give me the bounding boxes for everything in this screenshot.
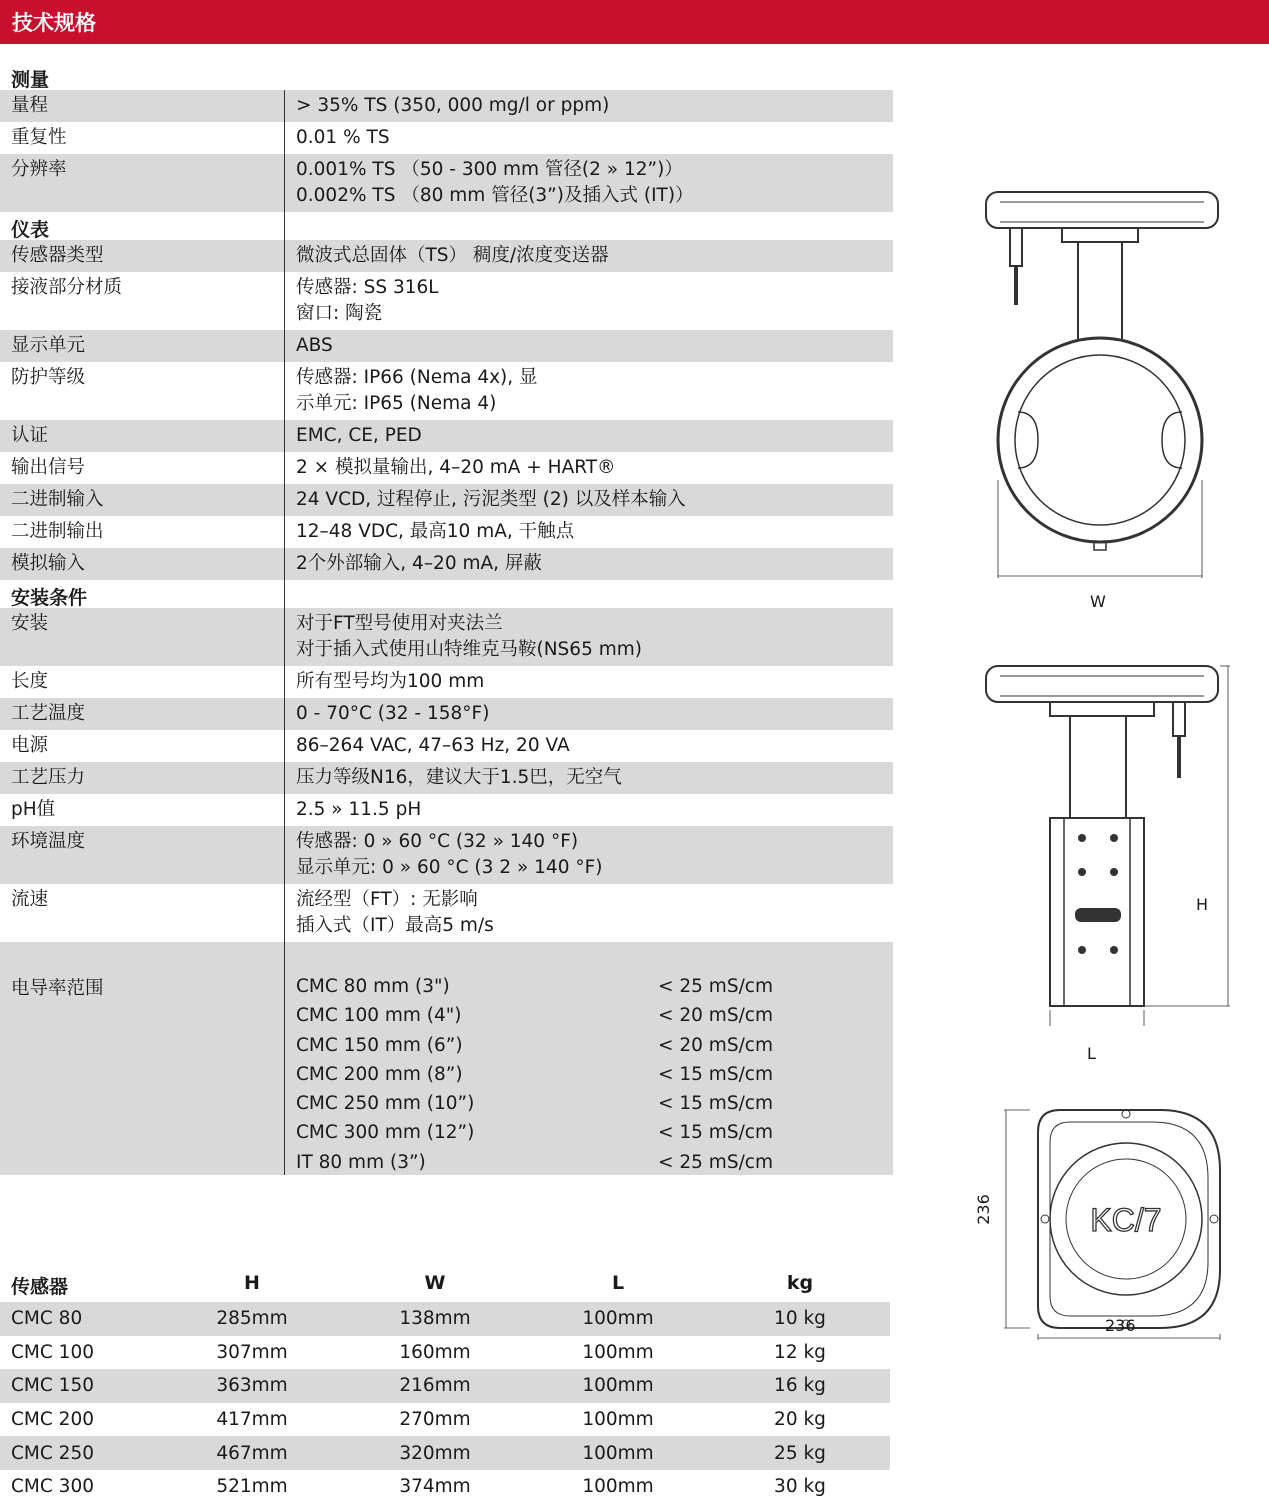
table-row: CMC 100 307mm 160mm 100mm 12 kg — [11, 1341, 826, 1363]
spec-row-protection — [0, 362, 893, 420]
header-kg: kg — [786, 1272, 814, 1294]
header-sensor: 传感器 — [11, 1276, 69, 1298]
spec-value: 所有型号均为100 mm — [284, 666, 893, 698]
conductivity-item: CMC 300 mm (12”) < 15 mS/cm — [296, 1122, 773, 1144]
spec-row-binary-output — [0, 516, 893, 548]
spec-value: EMC, CE, PED — [284, 420, 893, 452]
table-row: CMC 150 363mm 216mm 100mm 16 kg — [0, 1369, 890, 1403]
dimensions-table — [0, 1270, 890, 1500]
conductivity-item: IT 80 mm (3”) < 25 mS/cm — [296, 1151, 773, 1173]
spec-value: 微波式总固体（TS） 稠度/浓度变送器 — [284, 240, 893, 272]
dimensions-header — [0, 1270, 890, 1302]
spec-row-sensor-type — [0, 240, 893, 272]
side-view-drawing — [930, 650, 1260, 1050]
dim-label-w: W — [1090, 592, 1106, 611]
technical-drawings — [930, 180, 1260, 1360]
conductivity-item: CMC 150 mm (6”) < 20 mS/cm — [296, 1034, 773, 1056]
spec-row-length — [0, 666, 893, 698]
table-row: CMC 80 285mm 138mm 100mm 10 kg — [0, 1302, 890, 1336]
spec-value: 86–264 VAC, 47–63 Hz, 20 VA — [284, 730, 893, 762]
spec-row-repeatability — [0, 122, 893, 154]
spec-value: ABS — [284, 330, 893, 362]
spec-value: 0.01 % TS — [284, 122, 893, 154]
spec-value: 2.5 » 11.5 pH — [284, 794, 893, 826]
page-title: 技术规格 — [12, 11, 96, 35]
spec-label: 输出信号 — [11, 457, 86, 478]
spec-label: 传感器类型 — [11, 245, 104, 266]
spec-label: 长度 — [11, 671, 49, 692]
spec-table — [0, 62, 893, 1175]
spec-value: 对于FT型号使用对夹法兰 对于插入式使用山特维克马鞍(NS65 mm) — [284, 608, 893, 666]
spec-row-analog-input — [0, 548, 893, 580]
spec-value: 流经型（FT）: 无影响 插入式（IT）最高5 m/s — [284, 884, 893, 942]
spec-row-wetted-material — [0, 272, 893, 330]
spec-value: 2 × 模拟量输出, 4–20 mA + HART® — [284, 452, 893, 484]
conductivity-item: CMC 100 mm (4") < 20 mS/cm — [296, 1005, 773, 1027]
section-title-instrument: 仪表 — [0, 212, 893, 240]
spec-row-display — [0, 330, 893, 362]
spec-row-certification — [0, 420, 893, 452]
spec-value: 24 VCD, 过程停止, 污泥类型 (2) 以及样本输入 — [284, 484, 893, 516]
dim-label-h: H — [1196, 895, 1209, 914]
kc7-logo: KC/7 — [1090, 1202, 1162, 1238]
spec-row-process-temp — [0, 698, 893, 730]
spec-row-ph — [0, 794, 893, 826]
spec-label: 显示单元 — [11, 335, 86, 356]
section-title-install: 安装条件 — [0, 580, 893, 608]
spec-value: 传感器: 0 » 60 °C (32 » 140 °F) 显示单元: 0 » 60 °C (3 2 » 140 °F) — [284, 826, 893, 884]
spec-label: 工艺温度 — [11, 703, 86, 724]
spec-label: 环境温度 — [11, 831, 86, 852]
spec-label: 二进制输出 — [11, 521, 104, 542]
spec-value: > 35% TS (350, 000 mg/l or ppm) — [284, 90, 893, 122]
spec-label: 安装 — [11, 613, 49, 634]
spec-label: 防护等级 — [11, 367, 86, 388]
spec-row-output — [0, 452, 893, 484]
spec-label: 工艺压力 — [11, 767, 86, 788]
dim-label-height-236: 236 — [973, 1194, 993, 1225]
spec-value: 传感器: SS 316L 窗口: 陶瓷 — [284, 272, 893, 330]
spec-label: 电源 — [11, 735, 49, 756]
section-title-measure: 测量 — [11, 69, 50, 91]
spec-row-ambient-temp — [0, 826, 893, 884]
spec-row-binary-input — [0, 484, 893, 516]
spec-value: 传感器: IP66 (Nema 4x), 显 示单元: IP65 (Nema 4) — [284, 362, 893, 420]
dim-label-width-236: 236 — [1105, 1316, 1136, 1335]
spec-value: 0 - 70°C (32 - 158°F) — [284, 698, 893, 730]
spec-label: 接液部分材质 — [11, 277, 123, 298]
spec-value: 2个外部输入, 4–20 mA, 屏蔽 — [284, 548, 893, 580]
spec-value: 压力等级N16，建议大于1.5巴，无空气 — [284, 762, 893, 794]
spec-label: 重复性 — [11, 127, 67, 148]
spec-label: 二进制输入 — [11, 489, 104, 510]
spec-row-flow — [0, 884, 893, 942]
table-row: CMC 300 521mm 374mm 100mm 30 kg — [11, 1476, 826, 1498]
spec-label: 流速 — [11, 889, 49, 910]
header-l: L — [611, 1272, 625, 1294]
spec-row-conductivity — [0, 942, 893, 1175]
table-row: CMC 200 417mm 270mm 100mm 20 kg — [11, 1409, 826, 1431]
spec-row-pressure — [0, 762, 893, 794]
spec-label: 认证 — [11, 425, 49, 446]
spec-row-resolution — [0, 154, 893, 212]
spec-value: 12–48 VDC, 最高10 mA, 干触点 — [284, 516, 893, 548]
front-view-drawing — [930, 180, 1260, 600]
conductivity-item: CMC 200 mm (8”) < 15 mS/cm — [296, 1063, 773, 1085]
conductivity-list — [284, 942, 893, 1175]
table-row: CMC 250 467mm 320mm 100mm 25 kg — [0, 1436, 890, 1470]
dim-label-l: L — [1087, 1044, 1096, 1063]
page-header — [0, 0, 1269, 44]
spec-label: 电导率范围 — [11, 978, 104, 999]
spec-row-range — [0, 90, 893, 122]
spec-label: 模拟输入 — [11, 553, 86, 574]
spec-label: 量程 — [11, 95, 49, 116]
spec-value: 0.001% TS （50 - 300 mm 管径(2 » 12”)） 0.002% TS （80 mm 管径(3”)及插入式 (IT)） — [284, 154, 893, 212]
spec-row-power — [0, 730, 893, 762]
header-w: W — [424, 1272, 446, 1294]
spec-label: pH值 — [11, 799, 56, 820]
header-h: H — [244, 1272, 260, 1294]
conductivity-item: CMC 250 mm (10”) < 15 mS/cm — [296, 1093, 773, 1115]
conductivity-item: CMC 80 mm (3") < 25 mS/cm — [296, 976, 773, 997]
spec-row-mounting — [0, 608, 893, 666]
spec-label: 分辨率 — [11, 159, 67, 180]
